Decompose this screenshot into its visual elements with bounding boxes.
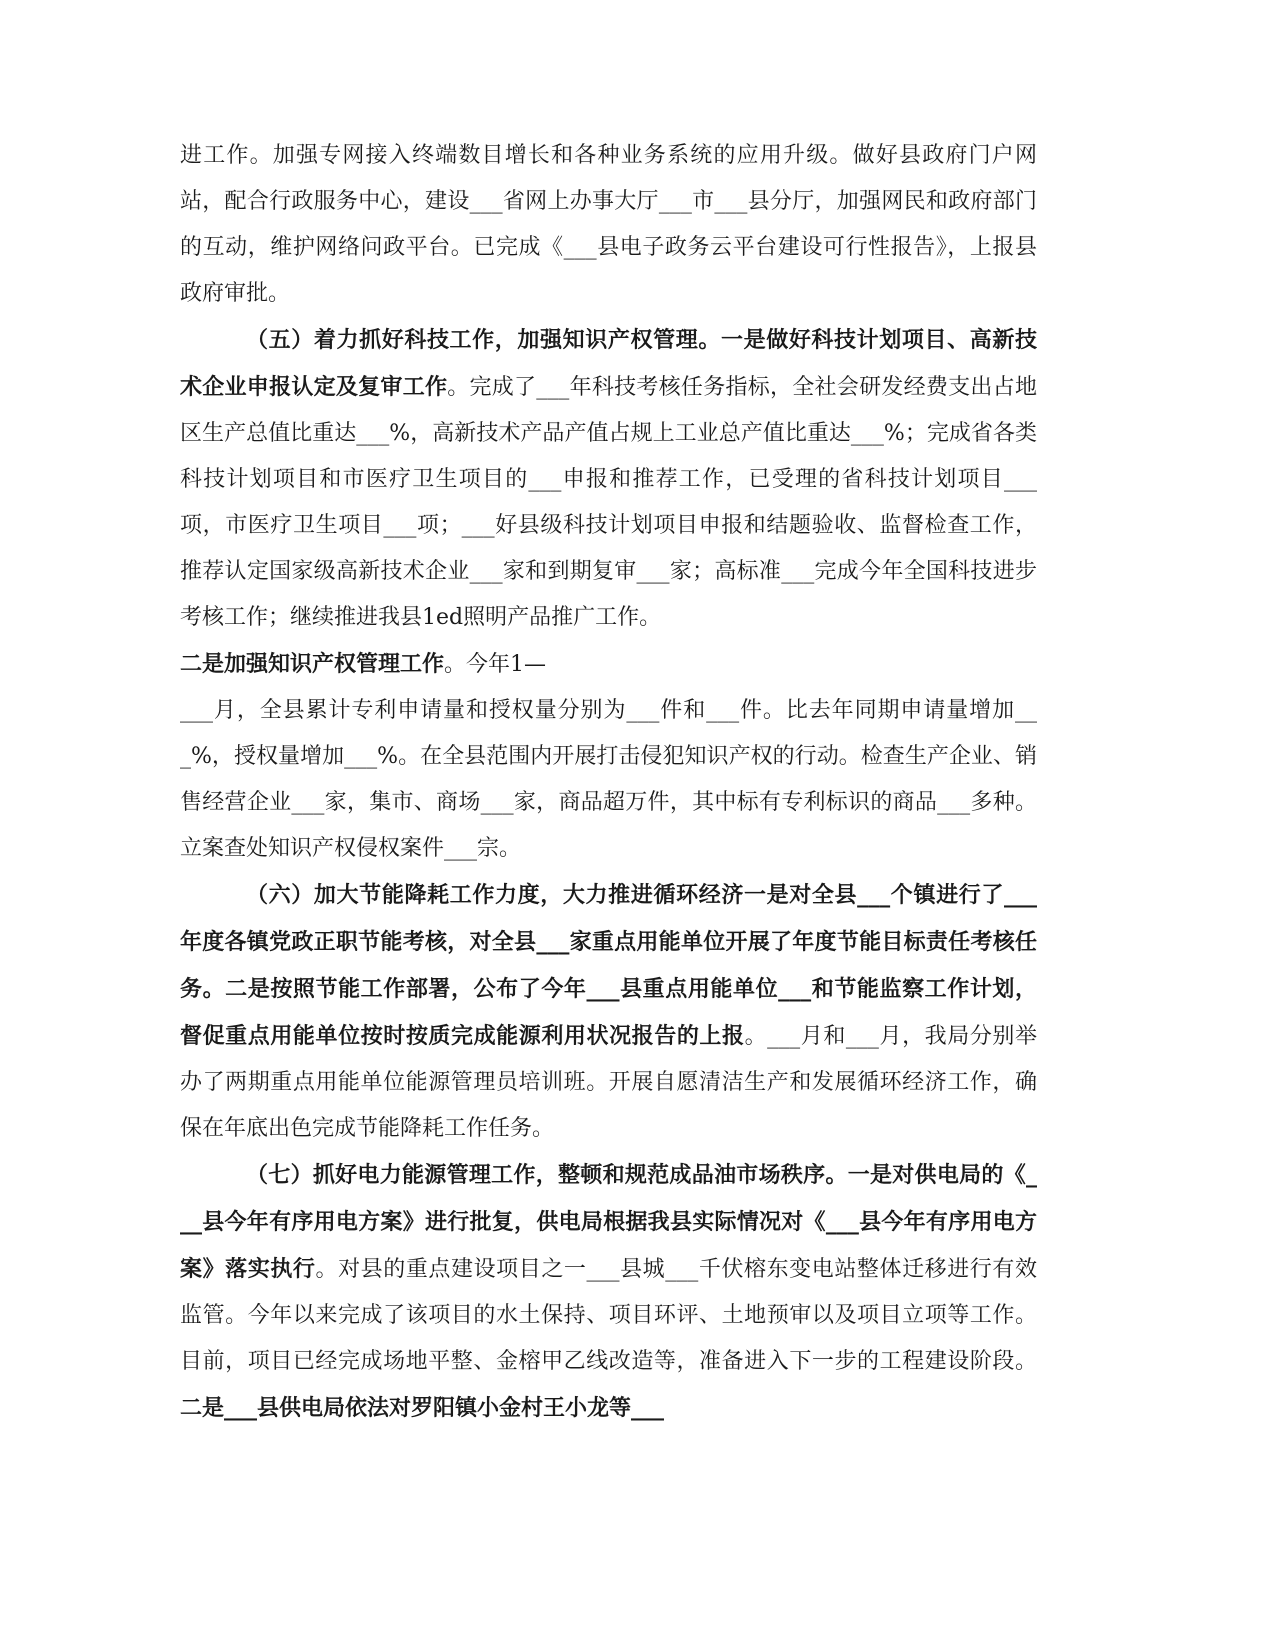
paragraph-6 [180, 1152, 1037, 1432]
paragraph-1-text: 进工作。加强专网接入终端数目增长和各种业务系统的应用升级。做好县政府门户网站，配合行政服务中心，建设___省网上办事大厅___市___县分厅，加强网民和政府部门的互动，维护网络问政平台。已完成《___县电子政务云平台建设可行性报告》，上报县政府审批。 [180, 143, 1037, 306]
paragraph-6-subheading: 二是___县供电局依法对罗阳镇小金村王小龙等___ [180, 1395, 665, 1421]
paragraph-5 [180, 872, 1037, 1152]
paragraph-3-body: 。今年1— [444, 652, 547, 677]
paragraph-3 [180, 641, 1037, 688]
paragraph-2 [180, 317, 1037, 641]
paragraph-6-body: 。对县的重点建设项目之一___县城___千伏榕东变电站整体迁移进行有效监管。今年以来完成了该项目的水土保持、项目环评、土地预审以及项目立项等工作。目前，项目已经完成场地平整、金榕甲乙线改造等，准备进入下一步的工程建设阶段。 [180, 1257, 1037, 1374]
paragraph-4-text: ___月，全县累计专利申请量和授权量分别为___件和___件。比去年同期申请量增加___%，授权量增加___%。在全县范围内开展打击侵犯知识产权的行动。检查生产企业、销售经营企业___家，集市、商场___家，商品超万件，其中标有专利标识的商品___多种。立案查处知识产权侵权案件___宗。 [180, 698, 1037, 861]
paragraph-3-heading: 二是加强知识产权管理工作 [180, 651, 445, 677]
paragraph-4 [180, 688, 1037, 872]
paragraph-6-heading: （七）抓好电力能源管理工作，整顿和规范成品油市场秩序。一是对供电局的《___县今年有序用电方案》进行批复，供电局根据我县实际情况对《___县今年有序用电方案》落实执行 [180, 1162, 1037, 1282]
paragraph-5-heading: （六）加大节能降耗工作力度，大力推进循环经济一是对全县___个镇进行了___年度各镇党政正职节能考核，对全县___家重点用能单位开展了年度节能目标责任考核任务。二是按照节能工作部署，公布了今年___县重点用能单位___和节能监察工作计划，督促重点用能单位按时按质完成能源利用状况报告的上报 [180, 882, 1037, 1049]
paragraph-2-body: 。完成了___年科技考核任务指标，全社会研发经费支出占地区生产总值比重达___%，高新技术产品产值占规上工业总产值比重达___%；完成省各类科技计划项目和市医疗卫生项目的___申报和推荐工作，已受理的省科技计划项目___项，市医疗卫生项目___项；___好县级科技计划项目申报和结题验收、监督检查工作，推荐认定国家级高新技术企业___家和到期复审___家；高标准___完成今年全国科技进步考核工作；继续推进我县1ed照明产品推广工作。 [180, 375, 1037, 630]
document-page [180, 133, 1037, 1432]
paragraph-1 [180, 133, 1037, 317]
paragraph-5-body: 。___月和___月，我局分别举办了两期重点用能单位能源管理员培训班。开展自愿清洁生产和发展循环经济工作，确保在年底出色完成节能降耗工作任务。 [180, 1024, 1037, 1141]
paragraph-2-heading: （五）着力抓好科技工作，加强知识产权管理。一是做好科技计划项目、高新技术企业申报认定及复审工作 [180, 327, 1037, 400]
